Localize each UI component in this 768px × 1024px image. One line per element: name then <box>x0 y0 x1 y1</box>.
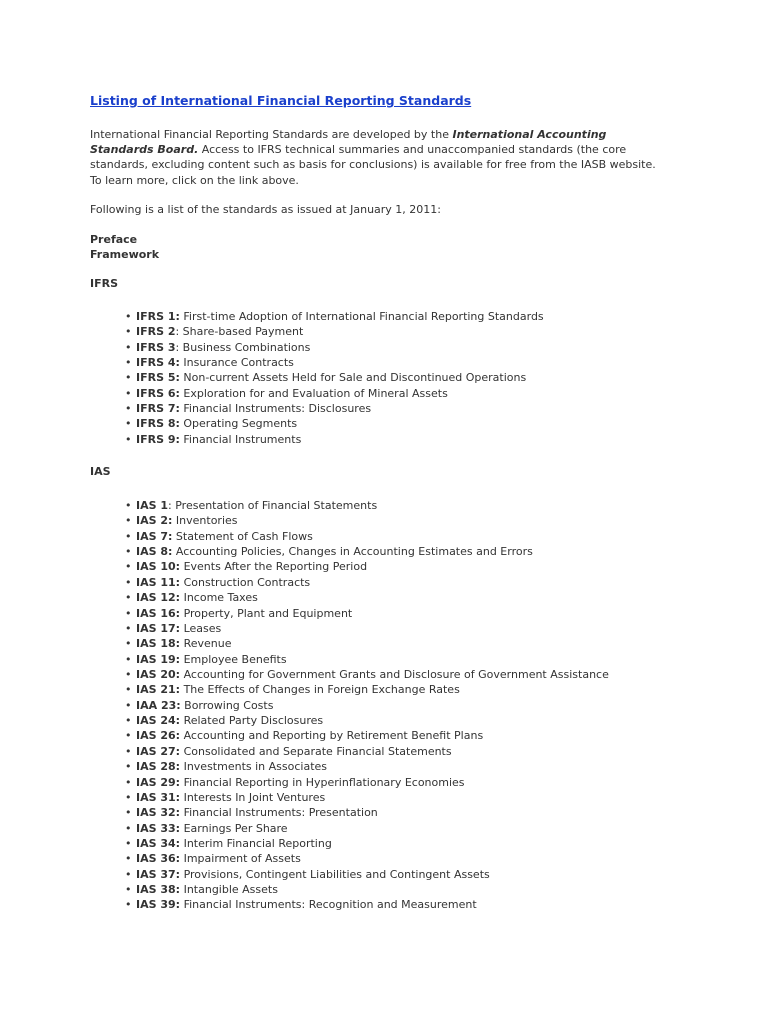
document-page <box>90 92 670 913</box>
standard-code: IAS 34: <box>136 836 181 850</box>
bullet-icon: • <box>125 499 132 513</box>
standard-code: IFRS 1: <box>136 309 180 323</box>
ifrs-list-item <box>125 432 670 447</box>
standard-code: IAS 7: <box>136 529 173 543</box>
bullet-icon: • <box>125 867 132 881</box>
ifrs-heading: IFRS <box>90 276 118 290</box>
bullet-icon: • <box>125 621 132 635</box>
standard-code: IAS 33: <box>136 821 181 835</box>
ias-list-item <box>125 821 670 836</box>
standard-name: Construction Contracts <box>180 575 311 589</box>
standard-name: : Share-based Payment <box>175 325 304 339</box>
ias-list-item <box>125 775 670 790</box>
ias-list-item <box>125 575 670 590</box>
bullet-icon: • <box>125 836 132 850</box>
bullet-icon: • <box>125 606 132 620</box>
ias-list-item <box>125 606 670 621</box>
ias-list-item <box>125 529 670 544</box>
standard-name: Financial Instruments: Presentation <box>180 806 378 820</box>
standard-code: IAS 12: <box>136 591 181 605</box>
standard-name: Property, Plant and Equipment <box>180 606 353 620</box>
ias-list-item <box>125 559 670 574</box>
ias-list-item <box>125 836 670 851</box>
standard-code: IAS 1 <box>136 499 169 513</box>
standard-name: Insurance Contracts <box>179 355 294 369</box>
standard-code: IAS 38: <box>136 883 181 897</box>
ias-list-item <box>125 867 670 882</box>
bullet-icon: • <box>125 309 132 323</box>
ias-list-item <box>125 790 670 805</box>
ias-list-item <box>125 667 670 682</box>
ias-list-item <box>125 897 670 912</box>
ifrs-list-item <box>125 401 670 416</box>
bullet-icon: • <box>125 371 132 385</box>
standard-name: Financial Reporting in Hyperinflationary Economies <box>180 775 465 789</box>
bullet-icon: • <box>125 325 132 339</box>
bullet-icon: • <box>125 775 132 789</box>
standard-code: IFRS 6: <box>136 386 180 400</box>
standard-code: IAS 17: <box>136 621 181 635</box>
intro-lead: International Financial Reporting Standards are developed by the <box>90 128 453 141</box>
standard-name: Earnings Per Share <box>180 821 288 835</box>
bullet-icon: • <box>125 806 132 820</box>
standard-name: Interim Financial Reporting <box>180 836 332 850</box>
standard-code: IAS 37: <box>136 867 181 881</box>
standard-name: Leases <box>180 621 222 635</box>
standard-code: IFRS 4: <box>136 355 180 369</box>
standard-code: IFRS 7: <box>136 401 180 415</box>
ias-list-item <box>125 590 670 605</box>
standard-name: First-time Adoption of International Financial Reporting Standards <box>179 309 544 323</box>
standard-name: Financial Instruments <box>179 432 302 446</box>
preface-framework-block <box>90 232 670 262</box>
standard-code: IAS 11: <box>136 575 181 589</box>
ifrs-list-item <box>125 309 670 324</box>
ias-list-item <box>125 713 670 728</box>
standard-code: IAS 8: <box>136 545 173 559</box>
bullet-icon: • <box>125 417 132 431</box>
standard-name: Statement of Cash Flows <box>172 529 313 543</box>
standard-code: IAS 18: <box>136 637 181 651</box>
standard-code: IAS 36: <box>136 852 181 866</box>
standard-name: Interests In Joint Ventures <box>180 790 326 804</box>
ias-list-item <box>125 805 670 820</box>
standard-name: Investments in Associates <box>180 760 328 774</box>
bullet-icon: • <box>125 355 132 369</box>
standard-name: Inventories <box>172 514 238 528</box>
bullet-icon: • <box>125 852 132 866</box>
bullet-icon: • <box>125 683 132 697</box>
standard-code: IAS 16: <box>136 606 181 620</box>
standard-name: Consolidated and Separate Financial Statements <box>180 744 452 758</box>
standard-name: Intangible Assets <box>180 883 278 897</box>
standard-name: Income Taxes <box>180 591 258 605</box>
standard-code: IAS 39: <box>136 898 181 912</box>
ias-list-item <box>125 652 670 667</box>
bullet-icon: • <box>125 760 132 774</box>
bullet-icon: • <box>125 898 132 912</box>
bullet-icon: • <box>125 529 132 543</box>
standard-name: Accounting and Reporting by Retirement Benefit Plans <box>180 729 484 743</box>
ias-list-item <box>125 621 670 636</box>
standard-name: Operating Segments <box>179 417 298 431</box>
standard-code: IAS 24: <box>136 714 181 728</box>
standard-name: Related Party Disclosures <box>180 714 324 728</box>
standard-code: IAS 26: <box>136 729 181 743</box>
ifrs-list-item <box>125 340 670 355</box>
ias-list-item <box>125 682 670 697</box>
standard-name: Revenue <box>180 637 232 651</box>
bullet-icon: • <box>125 637 132 651</box>
standard-name: : Business Combinations <box>175 340 311 354</box>
bullet-icon: • <box>125 386 132 400</box>
standard-name: The Effects of Changes in Foreign Exchange Rates <box>180 683 460 697</box>
standard-name: Borrowing Costs <box>180 698 274 712</box>
bullet-icon: • <box>125 514 132 528</box>
ifrs-list-item <box>125 370 670 385</box>
standard-code: IAS 32: <box>136 806 181 820</box>
bullet-icon: • <box>125 883 132 897</box>
standard-name: Financial Instruments: Recognition and Measurement <box>180 898 477 912</box>
ias-list-item <box>125 882 670 897</box>
standard-name: Accounting Policies, Changes in Accounting Estimates and Errors <box>172 545 533 559</box>
bullet-icon: • <box>125 714 132 728</box>
bullet-icon: • <box>125 729 132 743</box>
standard-name: : Presentation of Financial Statements <box>168 499 378 513</box>
standard-code: IAS 10: <box>136 560 181 574</box>
standard-code: IAS 31: <box>136 790 181 804</box>
preface-label: Preface <box>90 232 138 246</box>
ifrs-list-item <box>125 324 670 339</box>
intro-board-name: International Accounting Standards Board. <box>90 128 607 157</box>
standard-name: Exploration for and Evaluation of Mineral Assets <box>179 386 448 400</box>
bullet-icon: • <box>125 401 132 415</box>
bullet-icon: • <box>125 575 132 589</box>
standard-name: Financial Instruments: Disclosures <box>179 401 372 415</box>
standard-code: IFRS 9: <box>136 432 180 446</box>
bullet-icon: • <box>125 668 132 681</box>
ias-heading: IAS <box>90 465 111 479</box>
bullet-icon: • <box>125 821 132 835</box>
intro-paragraph <box>90 127 668 188</box>
ias-list-item <box>125 759 670 774</box>
standard-code: IAS 28: <box>136 760 181 774</box>
bullet-icon: • <box>125 340 132 354</box>
standard-code: IAS 27: <box>136 744 181 758</box>
bullet-icon: • <box>125 432 132 446</box>
standard-code: IAS 19: <box>136 652 181 666</box>
ias-list-item <box>125 851 670 866</box>
ias-list-item <box>125 544 670 559</box>
standard-name: Accounting for Government Grants and Disclosure of Government Assistance <box>180 668 609 681</box>
standard-code: IAS 2: <box>136 514 173 528</box>
bullet-icon: • <box>125 790 132 804</box>
standard-code: IAS 21: <box>136 683 181 697</box>
standard-name: Provisions, Contingent Liabilities and Contingent Assets <box>180 867 490 881</box>
ias-list-item <box>125 636 670 651</box>
standard-name: Events After the Reporting Period <box>180 560 368 574</box>
standard-code: IAS 20: <box>136 668 181 681</box>
standard-code: IAS 29: <box>136 775 181 789</box>
intro-rest: Access to IFRS technical summaries and unaccompanied standards (the core standards, excluding content such as basis for conclusions) is available for free from the IASB website. To learn more, click on the link above. <box>90 143 656 187</box>
standard-name: Employee Benefits <box>180 652 287 666</box>
ifrs-list-item <box>125 386 670 401</box>
ias-list <box>90 498 670 913</box>
ifrs-list-item <box>125 355 670 370</box>
bullet-icon: • <box>125 652 132 666</box>
ias-list-item <box>125 513 670 528</box>
ias-list-item <box>125 728 670 743</box>
bullet-icon: • <box>125 545 132 559</box>
bullet-icon: • <box>125 591 132 605</box>
standard-code: IFRS 5: <box>136 371 180 385</box>
framework-label: Framework <box>90 247 160 261</box>
standard-name: Impairment of Assets <box>180 852 301 866</box>
standard-name: Non-current Assets Held for Sale and Discontinued Operations <box>179 371 527 385</box>
bullet-icon: • <box>125 560 132 574</box>
ias-list-item <box>125 744 670 759</box>
standard-code: IFRS 3 <box>136 340 176 354</box>
bullet-icon: • <box>125 698 132 712</box>
ias-list-item <box>125 698 670 713</box>
standard-code: IFRS 8: <box>136 417 180 431</box>
standard-code: IFRS 2 <box>136 325 176 339</box>
ifrs-list-item <box>125 416 670 431</box>
standard-code: IAA 23: <box>136 698 181 712</box>
bullet-icon: • <box>125 744 132 758</box>
as-of-statement: Following is a list of the standards as issued at January 1, 2011: <box>90 202 441 216</box>
page-title-link[interactable]: Listing of International Financial Reporting Standards <box>90 93 472 108</box>
ifrs-list <box>90 309 670 447</box>
ias-list-item <box>125 498 670 513</box>
